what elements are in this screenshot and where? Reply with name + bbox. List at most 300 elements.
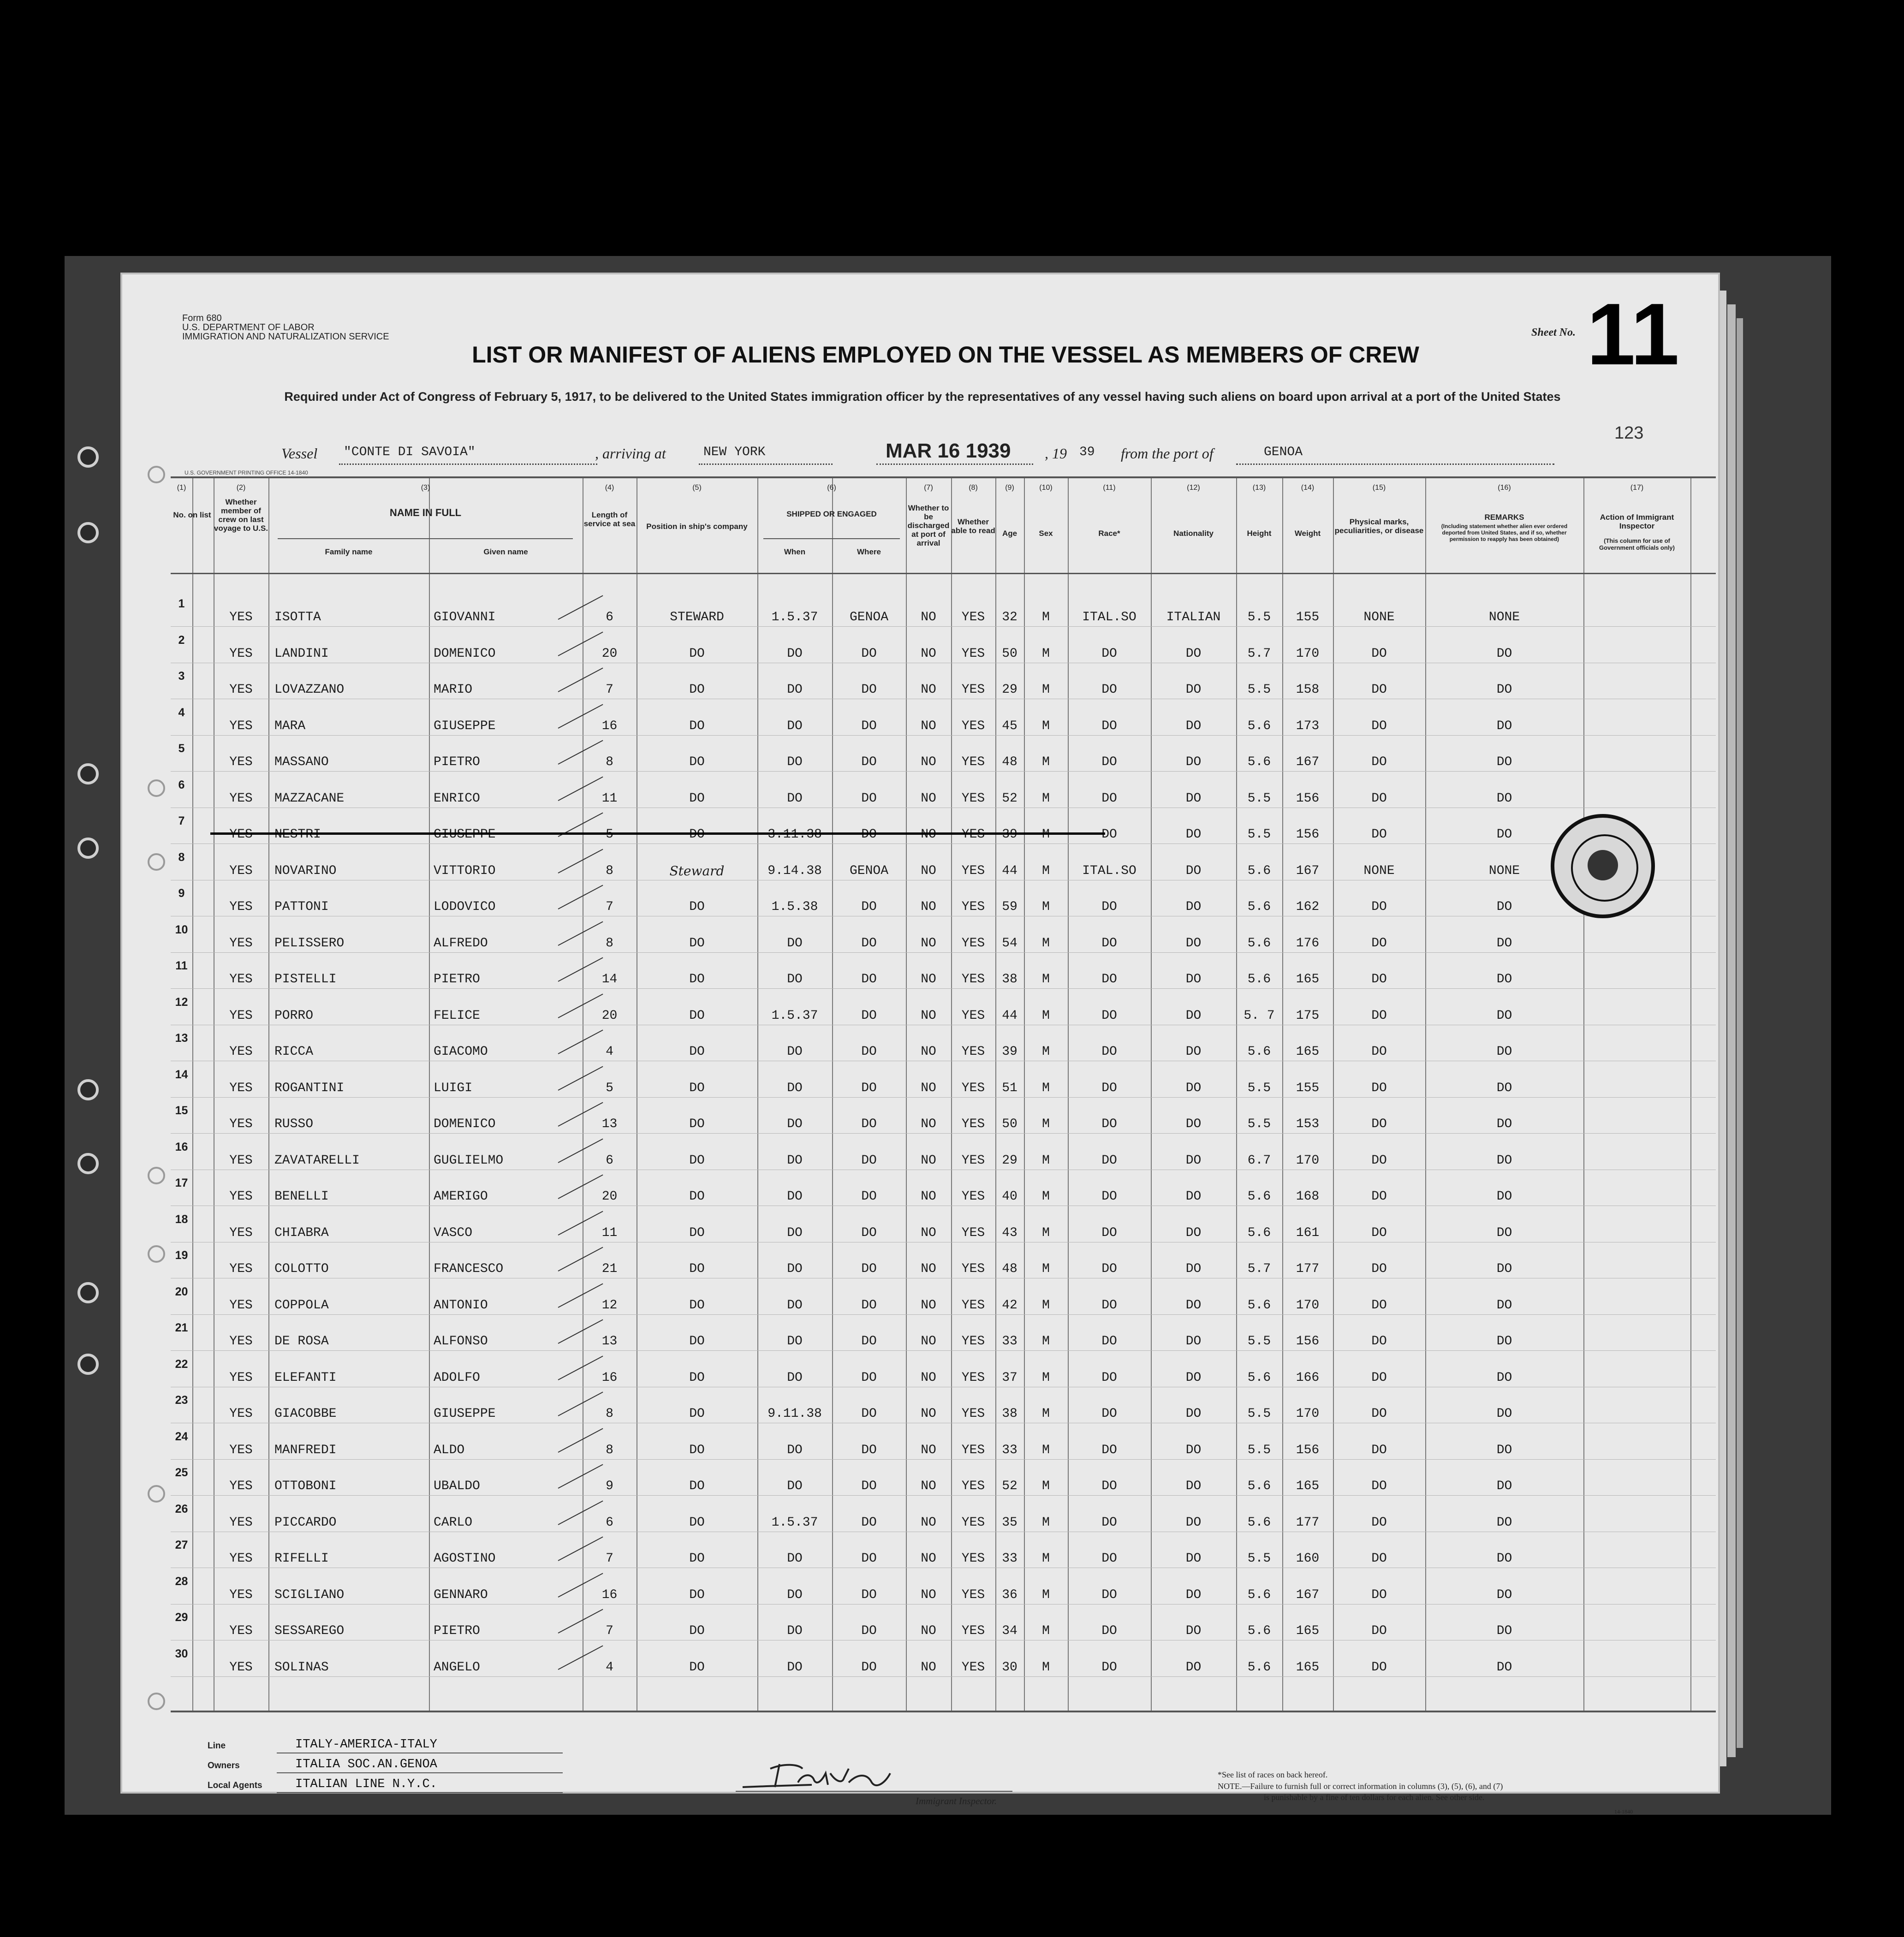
cell-height: 5.6: [1247, 719, 1271, 733]
fill-line: [1236, 463, 1554, 465]
cell-race: DO: [1101, 1081, 1117, 1095]
cell-weight: 165: [1296, 1479, 1320, 1493]
cell-given: DOMENICO: [434, 1117, 496, 1131]
cell-remarks: DO: [1496, 1153, 1512, 1168]
cell-remarks: DO: [1496, 683, 1512, 697]
cell-discharged: NO: [921, 755, 936, 769]
cell-service: 4: [606, 1660, 613, 1675]
cell-age: 52: [1002, 1479, 1017, 1493]
cell-when: DO: [787, 755, 803, 769]
cell-given: ALDO: [434, 1443, 465, 1457]
cell-crew: YES: [229, 1008, 253, 1023]
cell-race: DO: [1101, 1153, 1117, 1168]
cell-discharged: NO: [921, 1189, 936, 1204]
reinforcement-ring: [148, 779, 165, 797]
cell-sex: M: [1042, 1262, 1050, 1276]
cell-family: COPPOLA: [274, 1298, 329, 1313]
cell-weight: 155: [1296, 1081, 1320, 1095]
row-rule: [171, 626, 1716, 627]
col-num-3: (3): [421, 484, 430, 492]
cell-height: 5.5: [1247, 791, 1271, 806]
cell-where: DO: [861, 936, 877, 951]
cell-crew: YES: [229, 827, 253, 842]
cell-marks: DO: [1371, 1225, 1387, 1240]
cell-when: DO: [787, 1153, 803, 1168]
cell-age: 36: [1002, 1587, 1017, 1602]
cell-read: YES: [961, 1624, 985, 1638]
cell-crew: YES: [229, 1334, 253, 1349]
cell-given: AGOSTINO: [434, 1551, 496, 1566]
cell-nationality: DO: [1185, 791, 1202, 806]
col-header-no: No. on list: [173, 511, 211, 519]
cell-nationality: DO: [1185, 1045, 1202, 1059]
cell-weight: 165: [1296, 1624, 1320, 1638]
cell-position: DO: [689, 1515, 705, 1530]
column-divider: [1690, 478, 1691, 1711]
cell-when: DO: [787, 1443, 803, 1457]
cell-position: STEWARD: [670, 610, 724, 624]
cell-nationality: DO: [1185, 1262, 1202, 1276]
cell-sex: M: [1042, 1587, 1050, 1602]
cell-service: 14: [601, 972, 618, 986]
arrival-date-stamp: MAR 16 1939: [886, 440, 1011, 462]
cell-service: 11: [601, 791, 618, 806]
cell-when: DO: [787, 972, 803, 986]
cell-race: DO: [1101, 1334, 1117, 1349]
cell-age: 38: [1002, 972, 1017, 986]
line-label: Line: [208, 1741, 226, 1751]
cell-discharged: NO: [921, 1660, 936, 1675]
cell-discharged: NO: [921, 1443, 936, 1457]
cell-weight: 165: [1296, 972, 1320, 986]
cell-given: VASCO: [434, 1225, 473, 1240]
row-rule: [171, 771, 1716, 772]
cell-position: DO: [689, 1334, 705, 1349]
binder-hole: [77, 1153, 99, 1174]
cell-no: 15: [175, 1104, 188, 1117]
cell-race: DO: [1101, 1045, 1117, 1059]
cell-weight: 156: [1296, 827, 1320, 842]
cell-where: DO: [861, 1298, 877, 1313]
cell-position: DO: [689, 1624, 705, 1638]
col-num-6: (6): [827, 484, 836, 492]
cell-given: DOMENICO: [434, 646, 496, 661]
cell-where: DO: [861, 1008, 877, 1023]
cell-nationality: DO: [1185, 1081, 1202, 1095]
col-header-weight: Weight: [1294, 529, 1321, 538]
binder-hole: [77, 446, 99, 468]
cell-weight: 166: [1296, 1370, 1320, 1385]
col-num-15: (15): [1372, 484, 1386, 492]
cell-where: DO: [861, 1081, 877, 1095]
cell-height: 5.5: [1247, 1081, 1271, 1095]
race-note: *See list of races on back hereof.: [1218, 1770, 1328, 1779]
cell-family: PICCARDO: [274, 1515, 337, 1530]
cell-service: 7: [606, 1624, 613, 1638]
cell-nationality: ITALIAN: [1166, 610, 1221, 624]
cell-discharged: NO: [921, 610, 936, 624]
col-header-nationality: Nationality: [1173, 529, 1214, 538]
cell-weight: 165: [1296, 1660, 1320, 1675]
cell-read: YES: [961, 863, 985, 878]
cell-crew: YES: [229, 791, 253, 806]
cell-given: ALFONSO: [434, 1334, 488, 1349]
cell-position: DO: [689, 646, 705, 661]
cell-age: 44: [1002, 1008, 1017, 1023]
cell-crew: YES: [229, 972, 253, 986]
cell-remarks: DO: [1496, 827, 1512, 842]
cell-sex: M: [1042, 827, 1050, 842]
col-header-shipped: SHIPPED OR ENGAGED: [786, 510, 877, 518]
cell-family: NESTRI: [274, 827, 321, 842]
cell-sex: M: [1042, 936, 1050, 951]
cell-height: 5.5: [1247, 1117, 1271, 1131]
cell-remarks: DO: [1496, 1045, 1512, 1059]
cell-family: MASSANO: [274, 755, 329, 769]
cell-no: 27: [175, 1539, 188, 1551]
cell-discharged: NO: [921, 1081, 936, 1095]
cell-crew: YES: [229, 1045, 253, 1059]
cell-sex: M: [1042, 1189, 1050, 1204]
cell-nationality: DO: [1185, 900, 1202, 914]
cell-when: DO: [787, 1298, 803, 1313]
cell-age: 29: [1002, 683, 1017, 697]
cell-discharged: NO: [921, 1624, 936, 1638]
cell-position: DO: [689, 1153, 705, 1168]
cell-service: 6: [606, 1153, 613, 1168]
cell-discharged: NO: [921, 791, 936, 806]
col-header-physical-marks: Physical marks, peculiarities, or disease: [1334, 517, 1424, 535]
cell-position: DO: [689, 791, 705, 806]
cell-marks: DO: [1371, 972, 1387, 986]
cell-crew: YES: [229, 1660, 253, 1675]
reinforcement-ring: [148, 853, 165, 871]
cell-discharged: NO: [921, 1225, 936, 1240]
cell-service: 12: [601, 1298, 618, 1313]
cell-race: DO: [1101, 1515, 1117, 1530]
cell-sex: M: [1042, 1008, 1050, 1023]
col-header-height: Height: [1247, 529, 1272, 538]
cell-family: PORRO: [274, 1008, 314, 1023]
cell-discharged: NO: [921, 1334, 936, 1349]
cell-sex: M: [1042, 900, 1050, 914]
cell-weight: 167: [1296, 755, 1320, 769]
cell-family: RIFELLI: [274, 1551, 329, 1566]
cell-crew: YES: [229, 1189, 253, 1204]
cell-age: 32: [1002, 610, 1017, 624]
cell-no: 19: [175, 1249, 188, 1262]
penalty-note: NOTE.—Failure to furnish full or correct information in columns (3), (5), (6), and (7): [1218, 1782, 1503, 1791]
cell-no: 11: [175, 959, 188, 972]
cell-sex: M: [1042, 1443, 1050, 1457]
eagle-emblem-icon: [1588, 850, 1618, 880]
cell-marks: DO: [1371, 1008, 1387, 1023]
cell-race: DO: [1101, 1370, 1117, 1385]
cell-when: DO: [787, 1262, 803, 1276]
cell-given: ENRICO: [434, 791, 480, 806]
cell-discharged: NO: [921, 1153, 936, 1168]
row-rule: [171, 1495, 1716, 1496]
cell-weight: 177: [1296, 1262, 1320, 1276]
cell-given: GIOVANNI: [434, 610, 496, 624]
cell-nationality: DO: [1185, 1370, 1202, 1385]
cell-no: 8: [178, 850, 185, 864]
cell-when: DO: [787, 646, 803, 661]
cell-service: 11: [601, 1225, 618, 1240]
row-rule: [171, 1459, 1716, 1460]
binder-hole: [77, 763, 99, 784]
cell-service: 13: [601, 1334, 618, 1349]
cell-position: DO: [689, 1443, 705, 1457]
cell-remarks: DO: [1496, 1262, 1512, 1276]
cell-nationality: DO: [1185, 719, 1202, 733]
page-edge: [1718, 291, 1726, 1766]
cell-nationality: DO: [1185, 1008, 1202, 1023]
cell-discharged: NO: [921, 972, 936, 986]
cell-crew: YES: [229, 1153, 253, 1168]
cell-height: 5.6: [1247, 755, 1271, 769]
cell-where: DO: [861, 972, 877, 986]
document-subtitle: Required under Act of Congress of February 5, 1917, to be delivered to the United States immigration officer by the representatives of any vessel having such aliens on board upon arrival at a port of the United States: [284, 390, 1561, 404]
cell-when: DO: [787, 683, 803, 697]
col-num-8: (8): [969, 484, 978, 492]
cell-age: 39: [1002, 827, 1017, 842]
binder-hole: [77, 1282, 99, 1303]
cell-family: MAZZACANE: [274, 791, 345, 806]
cell-given: ANGELO: [434, 1660, 480, 1675]
col-num-12: (12): [1187, 484, 1200, 492]
cell-where: DO: [861, 1225, 877, 1240]
cell-when: DO: [787, 1225, 803, 1240]
cell-discharged: NO: [921, 683, 936, 697]
cell-when: DO: [787, 1081, 803, 1095]
cell-given: MARIO: [434, 683, 473, 697]
cell-where: DO: [861, 1407, 877, 1421]
cell-given: LODOVICO: [434, 900, 496, 914]
cell-marks: DO: [1371, 719, 1387, 733]
col-header-read: Whether able to read: [951, 517, 995, 535]
signature-line: [736, 1791, 1012, 1792]
cell-race: DO: [1101, 1262, 1117, 1276]
cell-crew: YES: [229, 1515, 253, 1530]
binder-hole: [77, 838, 99, 859]
cell-given: PIETRO: [434, 972, 480, 986]
cell-nationality: DO: [1185, 1660, 1202, 1675]
cell-marks: DO: [1371, 646, 1387, 661]
cell-family: OTTOBONI: [274, 1479, 337, 1493]
cell-nationality: DO: [1185, 1624, 1202, 1638]
cell-age: 48: [1002, 755, 1017, 769]
cell-service: 7: [606, 900, 613, 914]
cell-when: DO: [787, 1334, 803, 1349]
cell-remarks: DO: [1496, 1298, 1512, 1313]
cell-given: ANTONIO: [434, 1298, 488, 1313]
cell-where: DO: [861, 1262, 877, 1276]
col-num-10: (10): [1039, 484, 1053, 492]
cell-remarks: DO: [1496, 755, 1512, 769]
col-num-2: (2): [236, 484, 246, 492]
cell-read: YES: [961, 791, 985, 806]
cell-no: 18: [175, 1212, 188, 1226]
cell-family: ZAVATARELLI: [274, 1153, 360, 1168]
cell-weight: 162: [1296, 900, 1320, 914]
inspector-label: Immigrant Inspector.: [916, 1795, 997, 1806]
cell-remarks: DO: [1496, 1515, 1512, 1530]
cell-race: ITAL.SO: [1082, 863, 1136, 878]
column-divider: [429, 478, 430, 1711]
consulate-seal-icon: [1551, 814, 1655, 918]
col-header-inspector-note: (This column for use of Government officials only): [1599, 537, 1675, 551]
cell-no: 3: [178, 670, 185, 683]
cell-nationality: DO: [1185, 1117, 1202, 1131]
cell-position: DO: [689, 719, 705, 733]
cell-position: DO: [689, 1551, 705, 1566]
cell-no: 30: [175, 1647, 188, 1660]
cell-read: YES: [961, 1334, 985, 1349]
cell-height: 5.6: [1247, 1298, 1271, 1313]
cell-when: 1.5.37: [771, 610, 818, 624]
cell-crew: YES: [229, 1225, 253, 1240]
cell-marks: DO: [1371, 1551, 1387, 1566]
cell-crew: YES: [229, 755, 253, 769]
cell-no: 29: [175, 1611, 188, 1624]
cell-given: GIUSEPPE: [434, 1407, 496, 1421]
cell-race: DO: [1101, 755, 1117, 769]
cell-height: 5.6: [1247, 972, 1271, 986]
cell-sex: M: [1042, 1515, 1050, 1530]
cell-remarks: DO: [1496, 1117, 1512, 1131]
cell-where: DO: [861, 1624, 877, 1638]
cell-given: GIUSEPPE: [434, 827, 496, 842]
cell-age: 50: [1002, 1117, 1017, 1131]
cell-read: YES: [961, 900, 985, 914]
cell-read: YES: [961, 1443, 985, 1457]
cell-crew: YES: [229, 719, 253, 733]
cell-no: 2: [178, 633, 185, 647]
cell-family: ISOTTA: [274, 610, 321, 624]
cell-marks: DO: [1371, 1443, 1387, 1457]
cell-marks: DO: [1371, 1407, 1387, 1421]
cell-height: 5.7: [1247, 646, 1271, 661]
cell-read: YES: [961, 1551, 985, 1566]
cell-sex: M: [1042, 755, 1050, 769]
cell-service: 20: [601, 1189, 618, 1204]
cell-position: DO: [689, 1262, 705, 1276]
cell-no: 13: [175, 1032, 188, 1045]
cell-position: DO: [689, 1081, 705, 1095]
cell-sex: M: [1042, 1081, 1050, 1095]
cell-discharged: NO: [921, 1515, 936, 1530]
col-header-discharged: Whether to be discharged at port of arrival: [907, 504, 950, 547]
cell-age: 44: [1002, 863, 1017, 878]
cell-given: GUGLIELMO: [434, 1153, 504, 1168]
cell-no: 7: [178, 814, 185, 827]
cell-position: DO: [689, 900, 705, 914]
cell-family: ROGANTINI: [274, 1081, 345, 1095]
cell-no: 12: [175, 995, 188, 1009]
cell-sex: M: [1042, 1153, 1050, 1168]
cell-read: YES: [961, 1515, 985, 1530]
fill-line: [699, 463, 833, 465]
cell-given: ALFREDO: [434, 936, 488, 951]
cell-marks: NONE: [1363, 863, 1395, 878]
cell-race: ITAL.SO: [1082, 610, 1136, 624]
cell-nationality: DO: [1185, 1515, 1202, 1530]
cell-crew: YES: [229, 1370, 253, 1385]
cell-height: 5.7: [1247, 1262, 1271, 1276]
cell-given: GIACOMO: [434, 1045, 488, 1059]
document-title: LIST OR MANIFEST OF ALIENS EMPLOYED ON THE VESSEL AS MEMBERS OF CREW: [472, 342, 1419, 368]
page-edge: [1727, 304, 1736, 1757]
cell-sex: M: [1042, 1225, 1050, 1240]
owners-label: Owners: [208, 1761, 240, 1771]
cell-age: 35: [1002, 1515, 1017, 1530]
cell-family: ELEFANTI: [274, 1370, 337, 1385]
cell-family: PELISSERO: [274, 936, 345, 951]
cell-height: 5.5: [1247, 1443, 1271, 1457]
cell-where: DO: [861, 1443, 877, 1457]
col-num-13: (13): [1252, 484, 1266, 492]
cell-remarks: DO: [1496, 1479, 1512, 1493]
cell-service: 8: [606, 863, 613, 878]
cell-where: DO: [861, 1153, 877, 1168]
sheet-number: 11: [1587, 285, 1679, 383]
cell-service: 7: [606, 683, 613, 697]
cell-service: 20: [601, 646, 618, 661]
cell-where: DO: [861, 1045, 877, 1059]
cell-position: DO: [689, 1370, 705, 1385]
page-number: 123: [1614, 423, 1644, 443]
cell-nationality: DO: [1185, 972, 1202, 986]
cell-race: DO: [1101, 1008, 1117, 1023]
cell-when: DO: [787, 1660, 803, 1675]
cell-nationality: DO: [1185, 683, 1202, 697]
cell-race: DO: [1101, 1407, 1117, 1421]
cell-when: DO: [787, 1189, 803, 1204]
cell-read: YES: [961, 1189, 985, 1204]
cell-marks: DO: [1371, 1334, 1387, 1349]
cell-when: DO: [787, 719, 803, 733]
cell-height: 5.6: [1247, 936, 1271, 951]
cell-age: 59: [1002, 900, 1017, 914]
cell-no: 5: [178, 742, 185, 755]
strike-through-line: [210, 832, 1105, 835]
col-num-4: (4): [605, 484, 614, 492]
cell-service: 5: [606, 1081, 613, 1095]
cell-marks: DO: [1371, 791, 1387, 806]
cell-sex: M: [1042, 1479, 1050, 1493]
binder-hole: [77, 1354, 99, 1375]
cell-nationality: DO: [1185, 1479, 1202, 1493]
cell-position: DO: [689, 755, 705, 769]
cell-age: 42: [1002, 1298, 1017, 1313]
cell-service: 21: [601, 1262, 618, 1276]
cell-race: DO: [1101, 936, 1117, 951]
cell-remarks: DO: [1496, 1551, 1512, 1566]
cell-sex: M: [1042, 1298, 1050, 1313]
binder-hole: [77, 1079, 99, 1100]
year-label: , 19: [1045, 445, 1067, 462]
row-rule: [171, 1133, 1716, 1134]
cell-family: MANFREDI: [274, 1443, 337, 1457]
cell-discharged: NO: [921, 1298, 936, 1313]
cell-service: 16: [601, 1370, 618, 1385]
cell-read: YES: [961, 1660, 985, 1675]
cell-weight: 170: [1296, 1153, 1320, 1168]
cell-race: DO: [1101, 1225, 1117, 1240]
cell-given: FRANCESCO: [434, 1262, 504, 1276]
binder-hole: [77, 522, 99, 543]
